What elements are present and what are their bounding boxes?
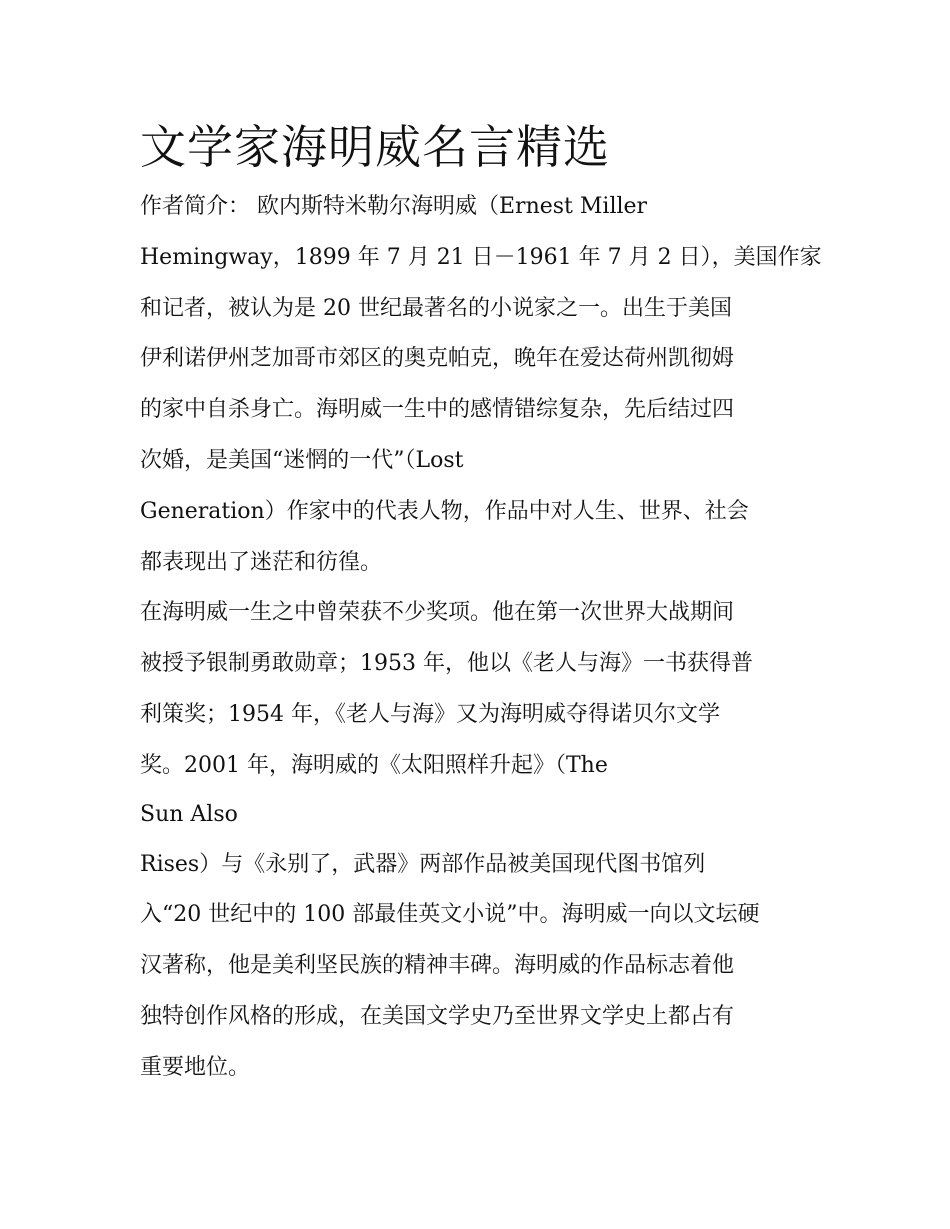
paragraph-line: 的家中自杀身亡。海明威一生中的感情错综复杂，先后结过四 [140,397,735,423]
paragraph-line: Sun Also [140,801,238,827]
paragraph-line: 入“20 世纪中的 100 部最佳英文小说”中。海明威一向以文坛硬 [140,902,760,928]
awards-paragraph [140,588,820,1093]
paragraph-line: 奖。2001 年，海明威的《太阳照样升起》（The [140,752,608,778]
document-page [140,112,820,1094]
paragraph-line: 次婚，是美国“迷惘的一代”（Lost [140,447,464,473]
paragraph-line: 伊利诺伊州芝加哥市郊区的奥克帕克，晚年在爱达荷州凯彻姆 [140,346,735,372]
paragraph-line: 都表现出了迷茫和彷徨。 [140,549,383,575]
paragraph-line: 在海明威一生之中曾荣获不少奖项。他在第一次世界大战期间 [140,600,735,626]
paragraph-line: 作者简介： 欧内斯特米勒尔海明威（Ernest Miller [140,194,648,219]
paragraph-line: 利策奖；1954 年，《老人与海》又为海明威夺得诺贝尔文学 [140,701,720,727]
paragraph-line: Generation）作家中的代表人物，作品中对人生、世界、社会 [140,498,749,524]
paragraph-line: Hemingway，1899 年 7 月 21 日－1961 年 7 月 2 日），美国作家 [140,244,822,270]
paragraph-line: 独特创作风格的形成，在美国文学史乃至世界文学史上都占有 [140,1003,735,1029]
paragraph-line: Rises）与《永别了，武器》两部作品被美国现代图书馆列 [140,851,706,877]
paragraph-line: 和记者，被认为是 20 世纪最著名的小说家之一。出生于美国 [140,295,732,321]
paragraph-line: 重要地位。 [140,1054,251,1080]
author-intro-paragraph [140,182,820,588]
document-title: 文学家海明威名言精选 [140,120,610,174]
paragraph-line: 被授予银制勇敢勋章；1953 年，他以《老人与海》一书获得普 [140,651,753,677]
paragraph-line: 汉著称，他是美利坚民族的精神丰碑。海明威的作品标志着他 [140,953,735,979]
